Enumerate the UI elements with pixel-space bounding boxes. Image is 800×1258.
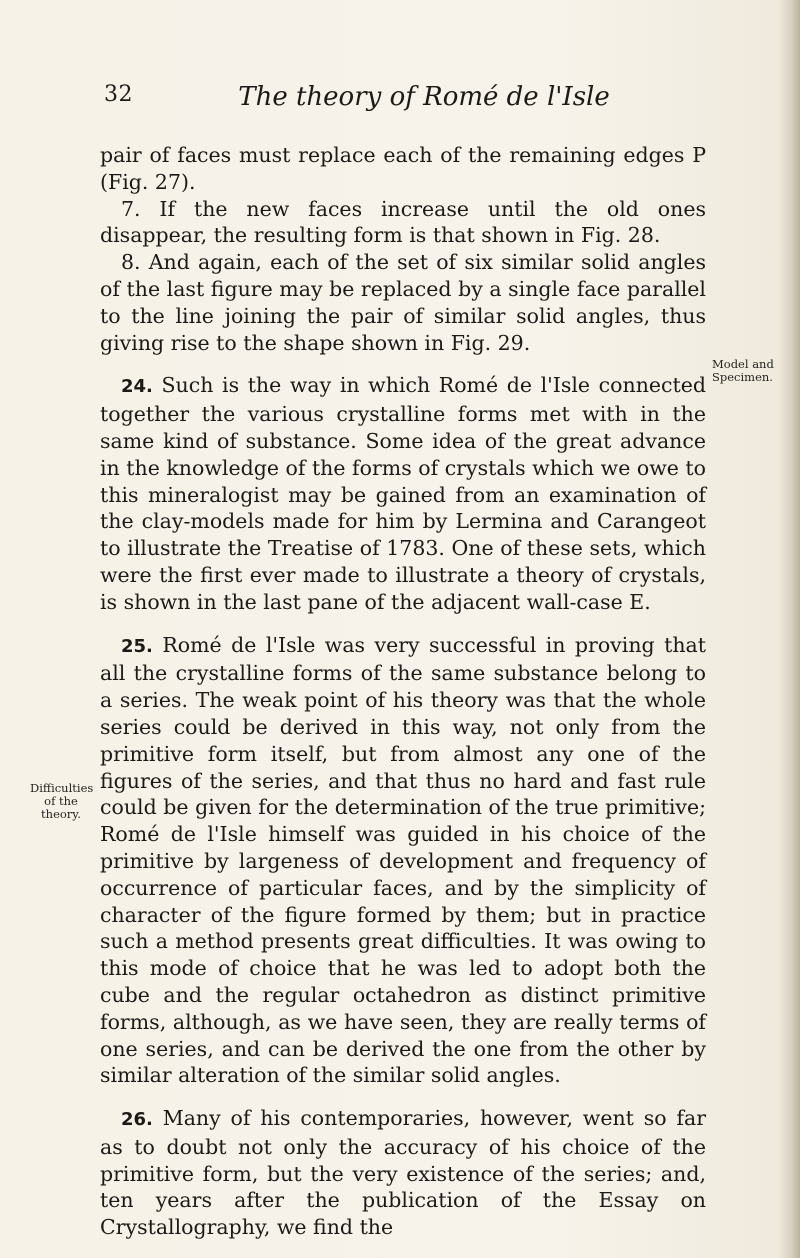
page-binding-edge: [778, 0, 800, 1258]
paragraph-text: Romé de l'Isle was very successful in proving that all the crystalline forms of the same substance belong to a series. The weak point of his theory was that the whole series could be derived in this way, not only from the primitive form itself, but from almost any one of the figures of the series, and that thus no hard and fast rule could be given for the determination of the true primitive; Romé de l'Isle himself was guided in his choice of the primitive by largeness of development and frequency of occurrence of particular faces, and by the simplicity of character of the figure formed by them; but in practice such a method presents great difficulties. It was owing to this mode of choice that he was led to adopt both the cube and the regular octahedron as distinct primitive forms, although, as we have seen, they are really terms of one series, and can be derived the one from the other by similar alteration of the similar solid angles.: [100, 632, 706, 1088]
paragraph-text: 8. And again, each of the set of six similar solid angles of the last figure may be replaced by a single face parallel to the line joining the pair of similar solid angles, thus giving rise to the shape shown in Fig. 29.: [100, 250, 706, 355]
margin-note-difficulties: Difficulties of the theory.: [30, 781, 94, 821]
paragraph-text: pair of faces must replace each of the remaining edges P (Fig. 27).: [100, 143, 706, 194]
margin-note-model-specimen: Model and Specimen.: [712, 357, 774, 384]
paragraph-text: 7. If the new faces increase until the old ones disappear, the resulting form is that shown in Fig. 28.: [100, 196, 706, 248]
paragraph-continued: [100, 142, 706, 196]
page-header: [104, 82, 704, 122]
body-text: [100, 142, 706, 1241]
paragraph-item-7: [100, 196, 706, 250]
paragraph-text: Many of his contemporaries, however, went so far as to doubt not only the accuracy of his choice of the primitive form, but the very existence of the series; and, ten years after the publication of the Essay on Crystallography, we find the: [100, 1106, 706, 1240]
page-number: 32: [104, 82, 133, 107]
paragraph-number: 26.: [121, 1109, 153, 1131]
paragraph-26: [100, 1105, 706, 1241]
paragraph-24: [100, 372, 706, 615]
paragraph-number: 24.: [121, 376, 153, 398]
paragraph-25: [100, 632, 706, 1090]
running-title: The theory of Romé de l'Isle: [238, 82, 610, 112]
paragraph-item-8: [100, 249, 706, 356]
paragraph-number: 25.: [121, 635, 153, 657]
paragraph-text: Such is the way in which Romé de l'Isle connected together the various crystalline forms met with in the same kind of substance. Some idea of the great advance in the knowledge of the forms of crystals which we owe to this mineralogist may be gained from an examination of the clay-models made for him by Lermina and Carangeot to illustrate the Treatise of 1783. One of these sets, which were the first ever made to illustrate a theory of crystals, is shown in the last pane of the adjacent wall-case E.: [100, 373, 706, 614]
